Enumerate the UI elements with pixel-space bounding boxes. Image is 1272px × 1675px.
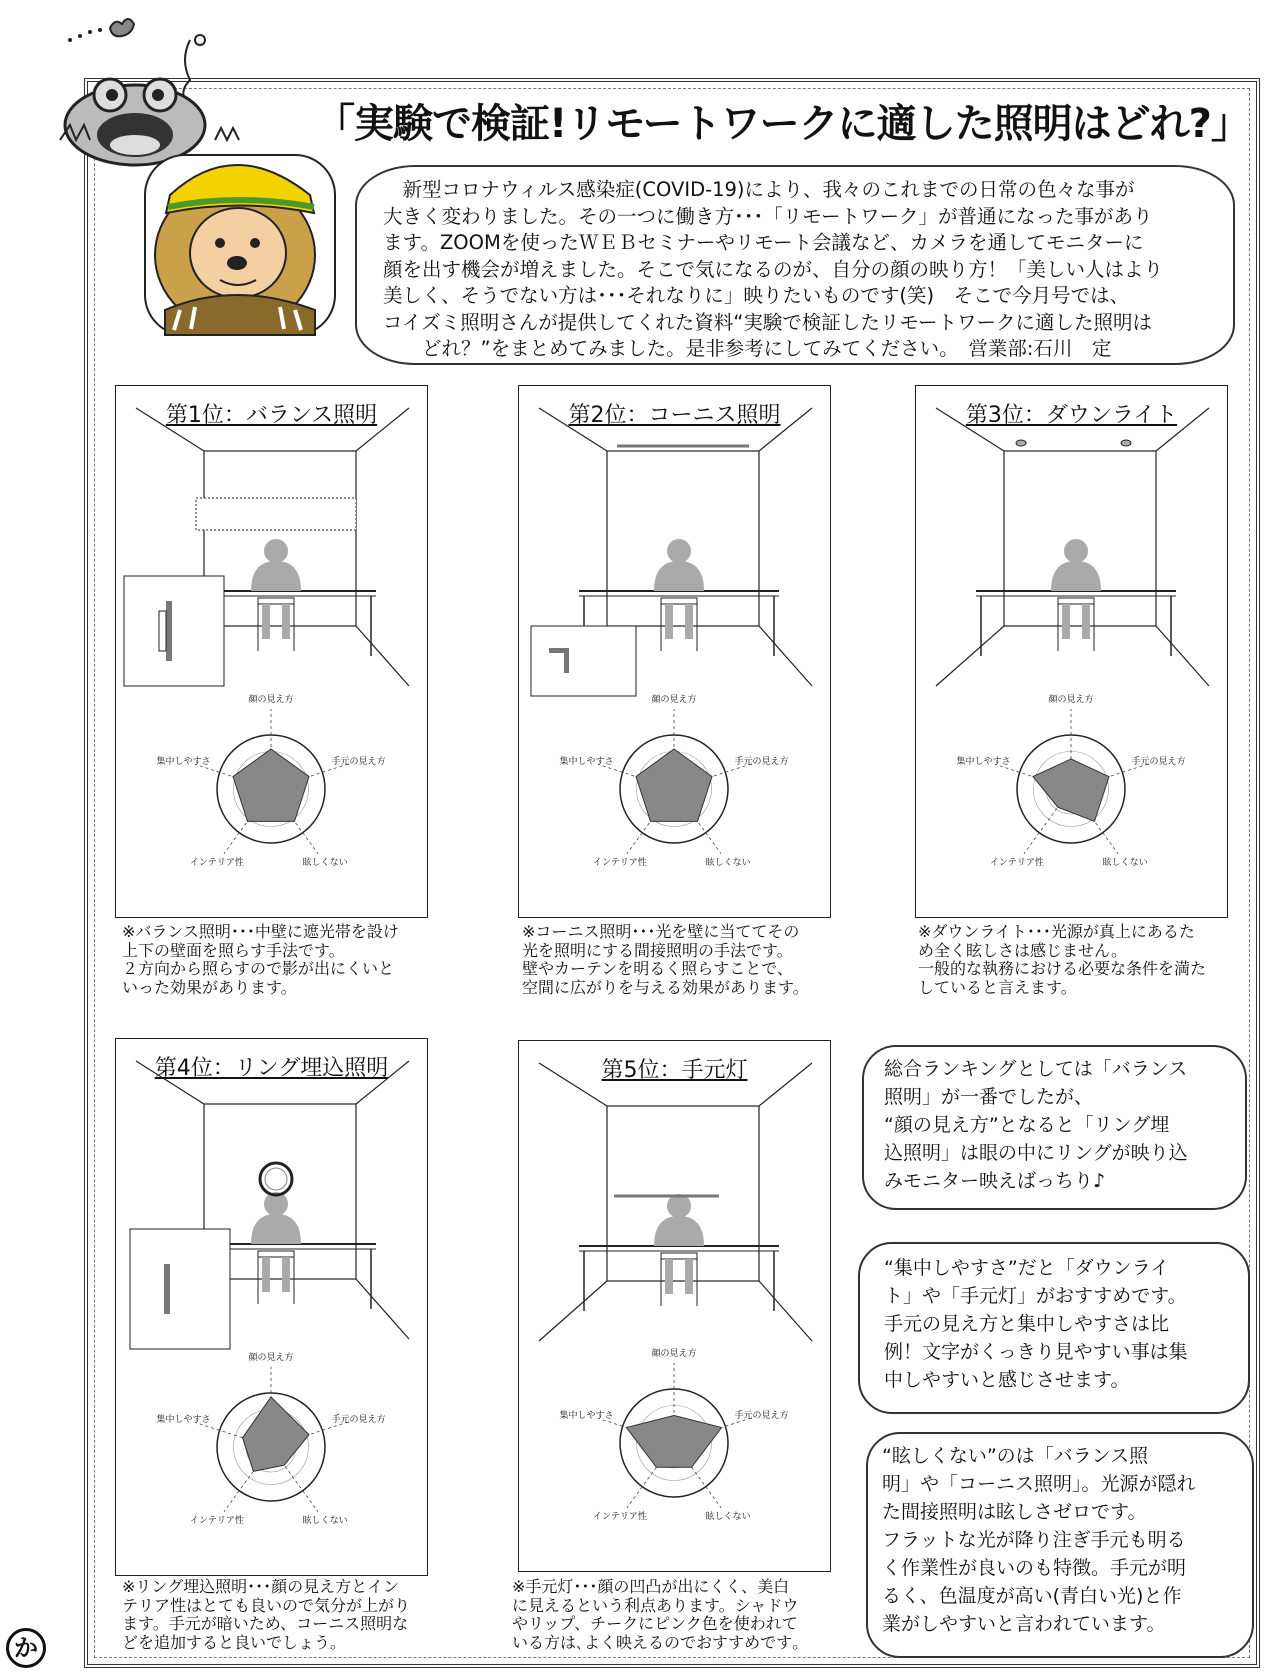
person-head bbox=[667, 1194, 691, 1218]
radar-axis-label: 手元の見え方 bbox=[734, 1411, 789, 1422]
detail-inset bbox=[130, 1229, 230, 1349]
intro-line: 大きく変わりました。その一つに働き方･･･「リモートワーク」が普通になった事があり bbox=[383, 204, 1153, 228]
room-illustration bbox=[916, 386, 1229, 919]
ranking-panel-5 bbox=[518, 1040, 831, 1572]
valance-light bbox=[196, 498, 356, 530]
radar-axis-label: 顔の見え方 bbox=[651, 1349, 697, 1359]
intro-line: どれ？”をまとめてみました。是非参考にしてみてください。 営業部:石川 定 bbox=[383, 337, 1112, 360]
radar-axis-label: インテリア性 bbox=[189, 857, 244, 868]
summary-bubble-3: “眩しくない”のは「バランス照 明」や「コーニス照明」。光源が隠れ た間接照明は眩しさゼロです。 フラットな光が降り注ぎ手元も明る く作業性が良いのも特徴。手元が明 るく、色温度が高い(青白い光)と作 業がしやすいと言われています。 bbox=[866, 1432, 1254, 1658]
radar-axis-label: 眩しくない bbox=[302, 857, 348, 868]
radar-axis-label: 眩しくない bbox=[1102, 857, 1148, 868]
radar-axis-label: 顔の見え方 bbox=[1048, 695, 1094, 705]
person-body bbox=[654, 561, 704, 591]
radar-axis-label: 集中しやすさ bbox=[156, 1415, 211, 1426]
page-title: 「実験で検証!リモートワークに適した照明はどれ?」 bbox=[315, 101, 1250, 147]
ranking-panel-4 bbox=[115, 1038, 428, 1576]
room-illustration bbox=[116, 1039, 429, 1577]
radar-chart bbox=[559, 693, 788, 868]
radar-axis-label: 手元の見え方 bbox=[734, 757, 789, 768]
intro-line: 美しく、そうでない方は･･･それなりに」映りたいものです(笑) そこで今月号では、 bbox=[383, 284, 1130, 307]
summary-bubble-1: 総合ランキングとしては「バランス 照明」が一番でしたが、 “顔の見え方”となると「リング埋 込照明」は眼の中にリングが映り込 みモニター映えばっちり♪ bbox=[862, 1045, 1247, 1210]
summary-bubble-2: “集中しやすさ”だと「ダウンライ ト」や「手元灯」がおすすめです。 手元の見え方と集中しやすさは比 例！文字がくっきり見やすい事は集 中しやすいと感じさせます。 bbox=[858, 1242, 1250, 1414]
person-head bbox=[1064, 539, 1088, 563]
radar-chart bbox=[956, 693, 1185, 868]
person-body bbox=[251, 561, 301, 591]
room-drawing bbox=[531, 408, 812, 696]
radar-axis-label: 顔の見え方 bbox=[248, 1353, 294, 1363]
intro-line: 顔を出す機会が増えました。そこで気になるのが、自分の顔の映り方！「美しい人はより bbox=[383, 257, 1164, 281]
radar-axis-label: 眩しくない bbox=[705, 1511, 751, 1522]
ranking-panel-1 bbox=[115, 385, 428, 918]
radar-score-area bbox=[636, 749, 712, 821]
radar-axis-label: インテリア性 bbox=[592, 1511, 647, 1522]
radar-chart bbox=[156, 693, 385, 868]
room-illustration bbox=[519, 1041, 832, 1573]
radar-axis-label: 顔の見え方 bbox=[651, 695, 697, 705]
radar-score-area bbox=[243, 1397, 310, 1471]
ranking-panel-3 bbox=[915, 385, 1228, 918]
radar-score-area bbox=[1033, 759, 1109, 821]
downlight bbox=[1121, 440, 1131, 446]
room-drawing bbox=[936, 408, 1209, 686]
panel-caption-4: ※リング埋込照明･･･顔の見え方とイン テリア性はとても良いので気分が上がり ます。手元が暗いため、コーニス照明な どを追加すると良いでしょう。 bbox=[122, 1577, 411, 1652]
person-body bbox=[251, 1214, 301, 1244]
room-drawing bbox=[124, 408, 409, 686]
room-illustration bbox=[519, 386, 832, 919]
radar-axis-label: 眩しくない bbox=[302, 1515, 348, 1526]
radar-axis-label: インテリア性 bbox=[189, 1515, 244, 1526]
panel-caption-2: ※コーニス照明･･･光を壁に当ててその 光を照明にする間接照明の手法です。 壁やカーテンを明るく照らすことで、 空間に広がりを与える効果があります。 bbox=[522, 922, 809, 997]
panel-title: 第5位：手元灯 bbox=[601, 1058, 748, 1083]
intro-line: 新型コロナウィルス感染症(COVID-19)により、我々のこれまでの日常の色々な事が bbox=[383, 178, 1135, 201]
radar-axis-label: インテリア性 bbox=[592, 857, 647, 868]
radar-axis-label: 手元の見え方 bbox=[331, 1415, 386, 1426]
detail-inset bbox=[531, 626, 636, 696]
intro-line: ます。ZOOMを使ったＷＥＢセミナーやリモート会議など、カメラを通してモニターに bbox=[383, 231, 1144, 254]
radar-axis-label: 顔の見え方 bbox=[248, 695, 294, 705]
room-illustration bbox=[116, 386, 429, 919]
radar-score-area bbox=[626, 1416, 721, 1468]
panel-caption-5: ※手元灯･･･顔の凹凸が出にくく、美白 に見えるという利点あります。シャドウ やリップ、チークにピンク色を使われて いる方は､よく映えるのでおすすめです｡ bbox=[512, 1577, 801, 1652]
radar-axis-label: 集中しやすさ bbox=[956, 757, 1011, 768]
panel-title: 第2位：コーニス照明 bbox=[568, 403, 781, 428]
panel-caption-3: ※ダウンライト･･･光源が真上にあるた め全く眩しさは感じません。 一般的な執務における必要な条件を満た していると言えます。 bbox=[918, 922, 1207, 997]
person-body bbox=[654, 1216, 704, 1246]
person-head bbox=[264, 539, 288, 563]
radar-axis-label: 集中しやすさ bbox=[156, 757, 211, 768]
logo-mark: か bbox=[6, 1628, 46, 1668]
radar-chart bbox=[156, 1351, 385, 1526]
detail-inset bbox=[124, 576, 224, 686]
mole-mascot-illustration bbox=[140, 135, 340, 340]
panel-title: 第3位：ダウンライト bbox=[965, 403, 1178, 428]
radar-axis-label: インテリア性 bbox=[989, 857, 1044, 868]
ranking-panel-2 bbox=[518, 385, 831, 918]
panel-title: 第4位：リング埋込照明 bbox=[154, 1056, 389, 1081]
panel-caption-1: ※バランス照明･･･中壁に遮光帯を設け 上下の壁面を照らす手法です。 ２方向から照らすので影が出にくいと いった効果があります。 bbox=[122, 922, 399, 997]
radar-axis-label: 集中しやすさ bbox=[559, 757, 614, 768]
panel-title: 第1位：バランス照明 bbox=[165, 403, 378, 428]
intro-line: コイズミ照明さんが提供してくれた資料“実験で検証したリモートワークに適した照明は bbox=[383, 310, 1153, 334]
radar-axis-label: 手元の見え方 bbox=[1131, 757, 1186, 768]
person-body bbox=[1051, 561, 1101, 591]
radar-chart bbox=[559, 1347, 788, 1522]
radar-axis-label: 手元の見え方 bbox=[331, 757, 386, 768]
radar-axis-label: 眩しくない bbox=[705, 857, 751, 868]
downlight bbox=[1016, 440, 1026, 446]
room-drawing bbox=[539, 1063, 812, 1341]
radar-score-area bbox=[233, 749, 309, 821]
radar-axis-label: 集中しやすさ bbox=[559, 1411, 614, 1422]
person-head bbox=[667, 539, 691, 563]
room-drawing bbox=[130, 1061, 409, 1349]
intro-speech-bubble bbox=[355, 165, 1235, 365]
